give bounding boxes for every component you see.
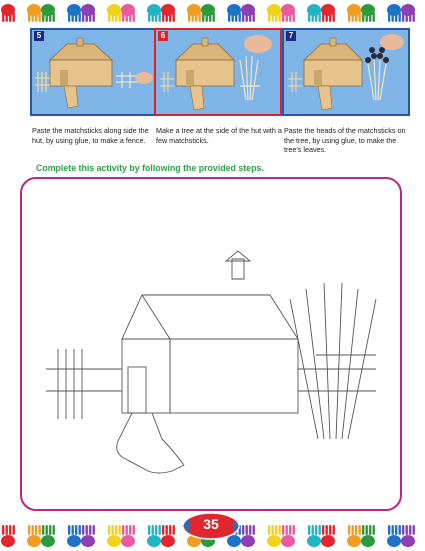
step-7	[282, 28, 410, 155]
handprint-icon	[307, 4, 321, 22]
handprint-icon	[27, 525, 41, 547]
handprint-icon	[161, 525, 175, 547]
top-handprint-border	[0, 0, 425, 30]
drawing-activity-frame	[20, 177, 402, 511]
instruction-text: Complete this activity by following the provided steps.	[36, 163, 264, 173]
front-wall-outline	[170, 339, 298, 413]
handprint-icon	[1, 525, 15, 547]
handprint-icon	[41, 525, 55, 547]
step-5-photo	[30, 28, 158, 116]
handprint-icon	[67, 525, 81, 547]
hut-outline-drawing	[22, 179, 400, 509]
handprint-icon	[81, 4, 95, 22]
chimney-cap-outline	[226, 251, 250, 261]
step-6	[154, 28, 282, 145]
handprint-icon	[147, 4, 161, 22]
page-number: 35	[203, 516, 219, 532]
step-7-caption: Paste the heads of the matchsticks on the tree, by using glue, to make the tree's leaves.	[284, 126, 406, 154]
handprint-icon	[387, 4, 401, 22]
handprint-icon	[401, 4, 415, 22]
handprint-icon	[201, 4, 215, 22]
step-5-number: 5	[34, 31, 44, 41]
handprint-icon	[267, 4, 281, 22]
handprint-icon	[241, 4, 255, 22]
handprint-icon	[361, 4, 375, 22]
hut-fence-photo	[32, 30, 156, 114]
handprint-icon	[281, 4, 295, 22]
handprint-icon	[321, 525, 335, 547]
handprint-icon	[81, 525, 95, 547]
handprint-icon	[107, 4, 121, 22]
step-6-caption: Make a tree at the side of the hut with a few matchsticks.	[156, 126, 282, 145]
step-6-photo	[154, 28, 282, 116]
handprint-icon	[147, 525, 161, 547]
step-7-photo	[282, 28, 410, 116]
hut-tree-photo	[156, 30, 280, 114]
handprint-icon	[67, 4, 81, 22]
handprint-icon	[347, 4, 361, 22]
handprint-icon	[227, 4, 241, 22]
path-outline	[117, 413, 184, 473]
handprint-icon	[387, 525, 401, 547]
handprint-icon	[107, 525, 121, 547]
handprint-icon	[267, 525, 281, 547]
handprint-icon	[161, 4, 175, 22]
handprint-icon	[1, 4, 15, 22]
handprint-icon	[187, 4, 201, 22]
step-6-number: 6	[158, 31, 168, 41]
handprint-icon	[121, 525, 135, 547]
step-5	[30, 28, 158, 145]
handprint-icon	[307, 525, 321, 547]
handprint-icon	[27, 4, 41, 22]
handprint-icon	[401, 525, 415, 547]
handprint-icon	[41, 4, 55, 22]
handprint-icon	[321, 4, 335, 22]
step-5-caption: Paste the matchsticks along side the hut, by using glue, to make a fence.	[32, 126, 149, 145]
hut-leaves-photo	[284, 30, 408, 114]
handprint-icon	[347, 525, 361, 547]
chimney-outline	[232, 259, 244, 279]
step-7-number: 7	[286, 31, 296, 41]
roof-outline	[122, 295, 298, 339]
handprint-icon	[121, 4, 135, 22]
handprint-icon	[281, 525, 295, 547]
door-outline	[128, 367, 146, 413]
handprint-icon	[361, 525, 375, 547]
handprint-icon	[241, 525, 255, 547]
